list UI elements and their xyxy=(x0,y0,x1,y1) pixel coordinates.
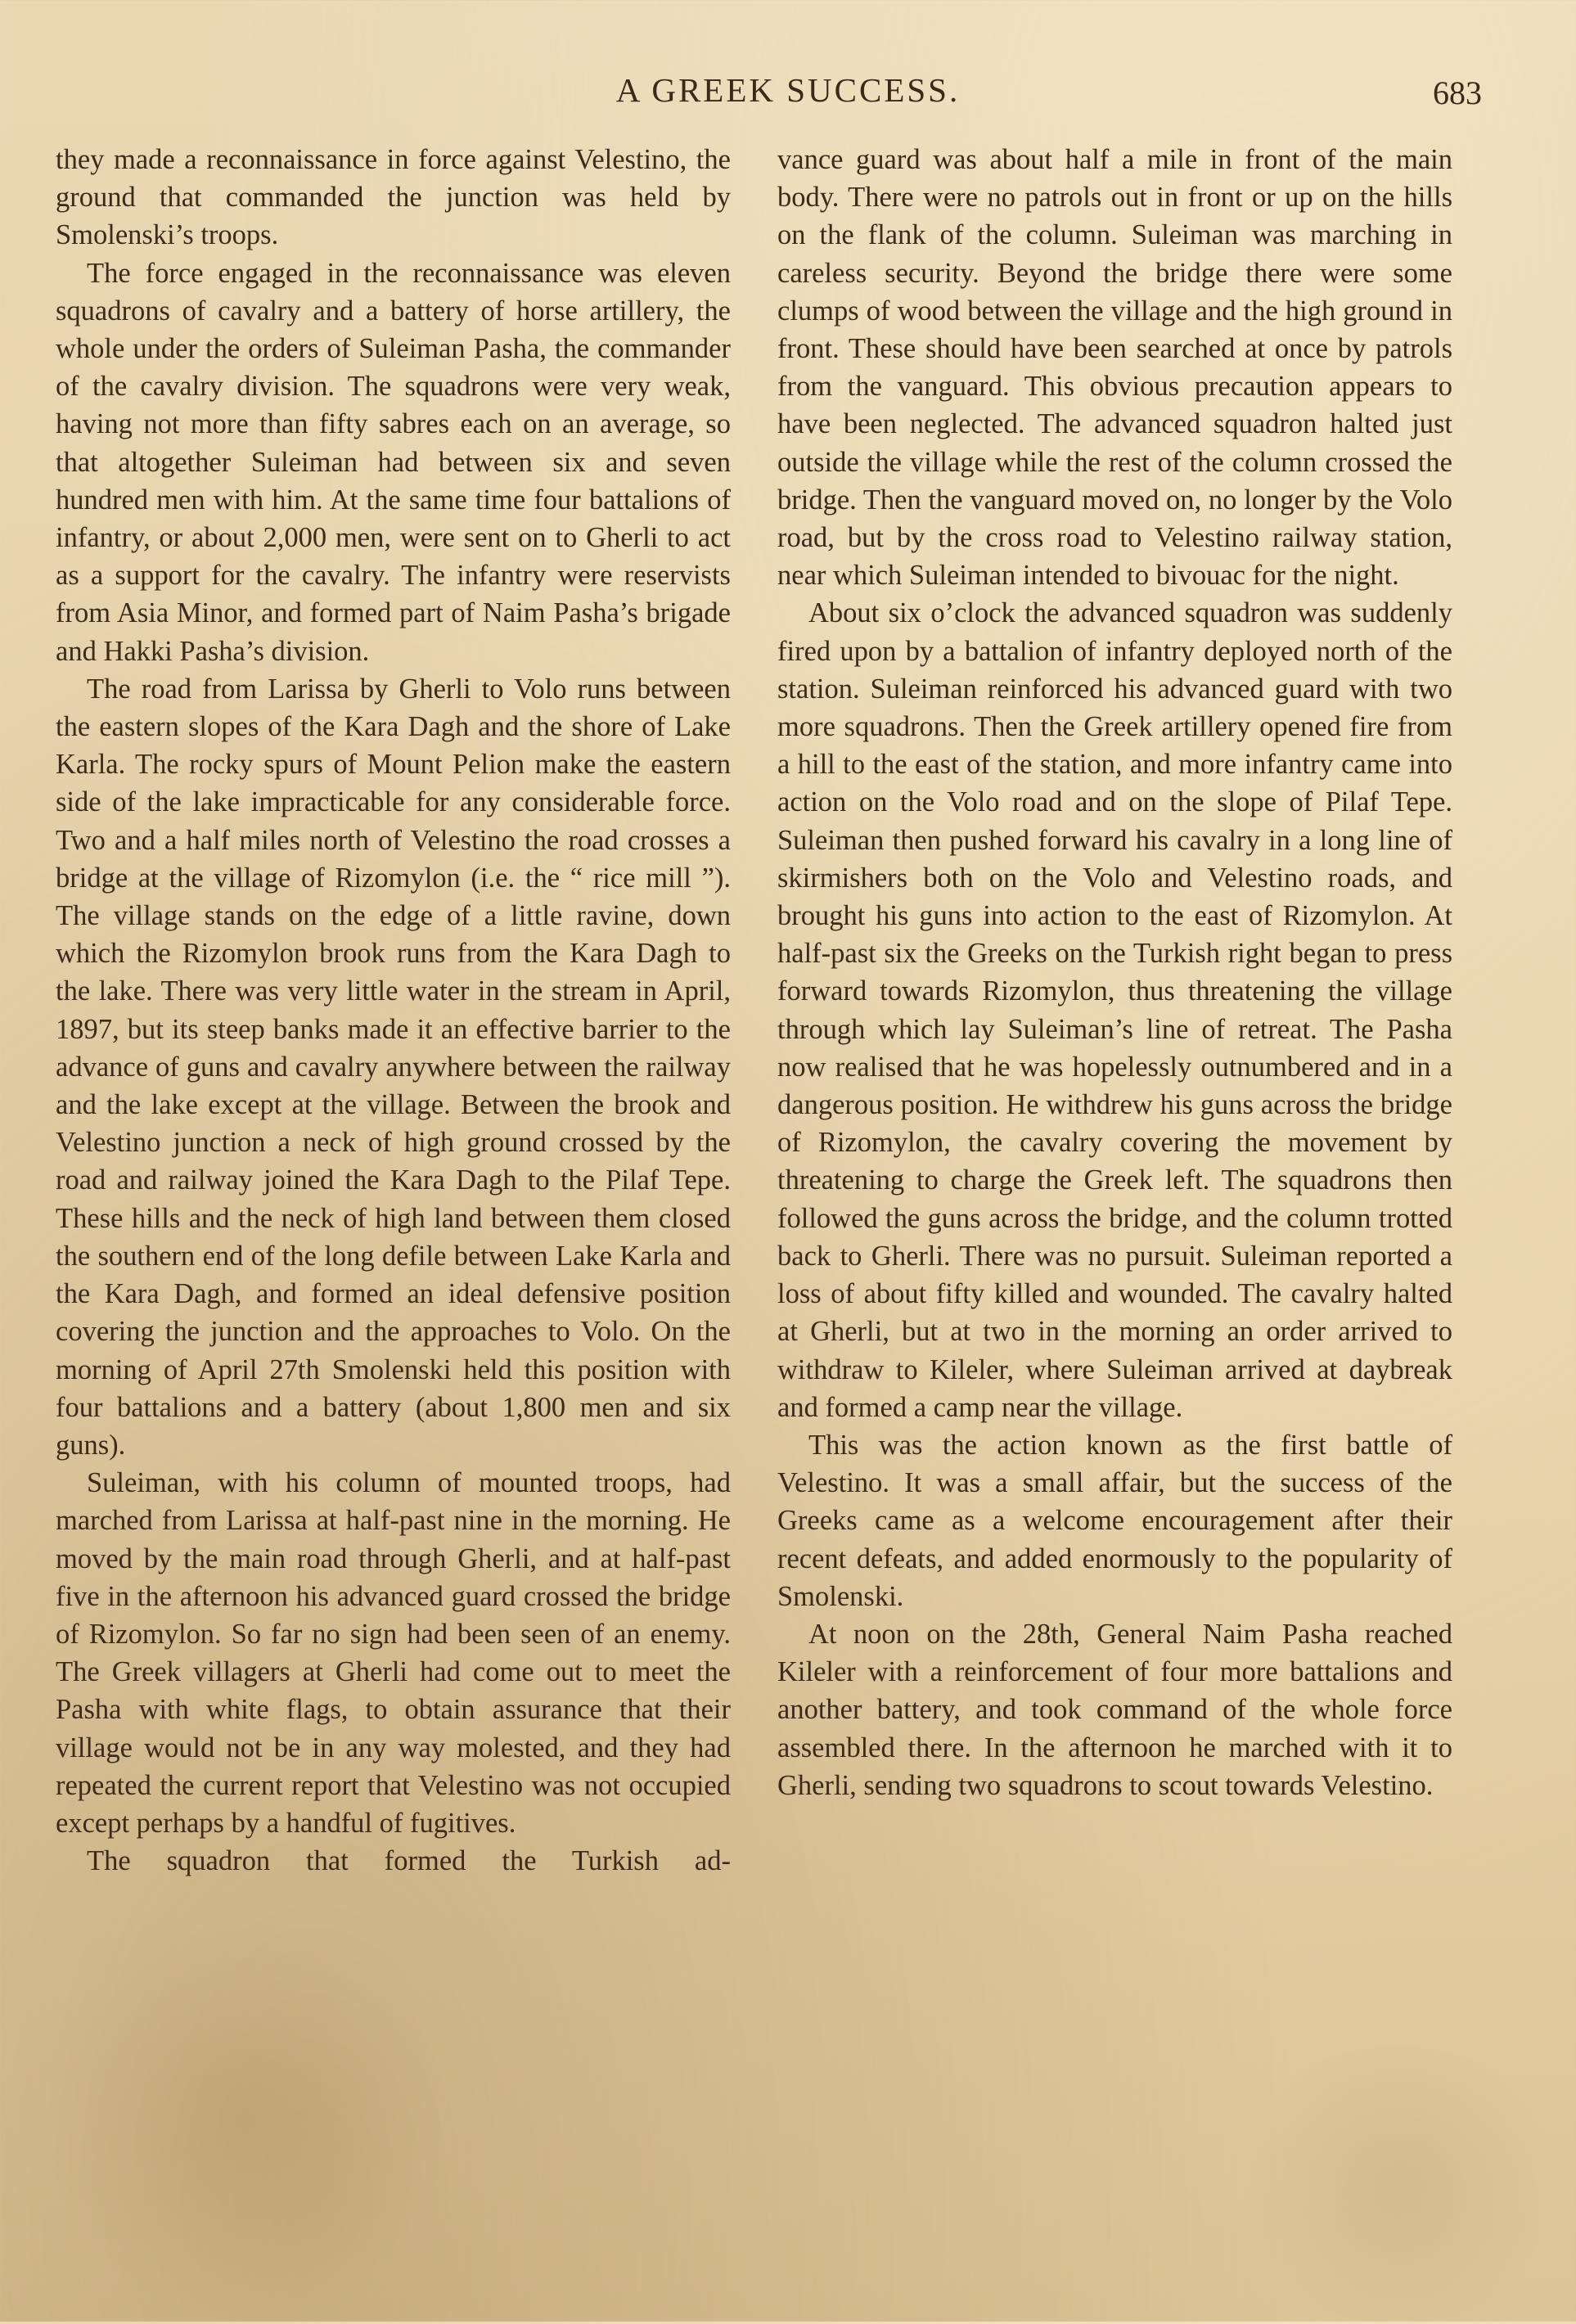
paragraph: The road from Larissa by Gherli to Volo runs between the eastern slopes of the Kara Dagh and the shore of Lake Karla. The rocky spurs of Mount Pelion make the eastern side of the lake impracticable for any considerable force. Two and a half miles north of Velestino the road crosses a bridge at the village of Rizomylon (i.e. the “ rice mill ”). The village stands on the edge of a little ravine, down which the Rizomylon brook runs from the Kara Dagh to the lake. There was very little water in the stream in April, 1897, but its steep banks made it an effective barrier to the advance of guns and cavalry anywhere between the railway and the lake except at the village. Between the brook and Velestino junction a neck of high ground crossed by the road and railway joined the Kara Dagh to the Pilaf Tepe. These hills and the neck of high land between them closed the southern end of the long defile between Lake Karla and the Kara Dagh, and formed an ideal defensive position covering the junction and the approaches to Volo. On the morning of April 27th Smolenski held this position with four battalions and a battery (about 1,800 men and six guns). xyxy=(56,673,731,1461)
paper-stain xyxy=(1227,2046,1571,2324)
paragraph: they made a reconnaissance in force against Velestino, the ground that commanded the junction was held by Smolenski’s troops. xyxy=(56,144,731,251)
paragraph: At noon on the 28th, General Naim Pasha reached Kileler with a reinforcement of four more battalions and another battery, and took command of the whole force assembled there. In the afternoon he marched with it to Gherli, sending two squadrons to scout towards Velestino. xyxy=(777,1618,1452,1801)
running-title: A GREEK SUCCESS. xyxy=(615,71,961,109)
paragraph: vance guard was about half a mile in front of the main body. There were no patrols out in front or up on the hills on the flank of the column. Suleiman was marching in careless security. Beyond the bridge there were some clumps of wood between the village and the high ground in front. These should have been searched at once by patrols from the vanguard. This obvious precaution appears to have been neglected. The advanced squadron halted just outside the village while the rest of the column crossed the bridge. Then the vanguard moved on, no longer by the Volo road, but by the cross road to Velestino railway station, near which Suleiman intended to bivouac for the night. xyxy=(777,144,1452,592)
right-column xyxy=(777,141,1452,1804)
paragraph: This was the action known as the first battle of Velestino. It was a small affair, but the success of the Greeks came as a welcome encouragement after their recent defeats, and added enormously to the popularity of Smolenski. xyxy=(777,1429,1452,1612)
paragraph: About six o’clock the advanced squadron was suddenly fired upon by a battalion of infantry deployed north of the station. Suleiman reinforced his advanced guard with two more squadrons. Then the Greek artillery opened fire from a hill to the east of the station, and more infantry came into action on the Volo road and on the slope of Pilaf Tepe. Suleiman then pushed forward his cavalry in a long line of skirmishers both on the Volo and Velestino roads, and brought his guns into action to the east of Rizomylon. At half-past six the Greeks on the Turkish right began to press forward towards Rizomylon, thus threatening the village through which lay Suleiman’s line of retreat. The Pasha now realised that he was hopelessly outnumbered and in a dangerous position. He withdrew his guns across the bridge of Rizomylon, the cavalry covering the movement by threatening to charge the Greek left. The squadrons then followed the guns across the bridge, and the column trotted back to Gherli. There was no pursuit. Suleiman reported a loss of about fifty killed and wounded. The cavalry halted at Gherli, but at two in the morning an order arrived to withdraw to Kileler, where Suleiman arrived at daybreak and formed a camp near the village. xyxy=(777,597,1452,1423)
left-column xyxy=(56,141,731,1880)
paragraph: Suleiman, with his column of mounted troops, had marched from Larissa at half-past nine in the morning. He moved by the main road through Gherli, and at half-past five in the afternoon his advanced guard crossed the bridge of Rizomylon. So far no sign had been seen of an enemy. The Greek villagers at Gherli had come out to meet the Pasha with white flags, to obtain assurance that their village would not be in any way molested, and they had repeated the current report that Velestino was not occupied except perhaps by a handful of fugitives. xyxy=(56,1467,731,1839)
paragraph: The force engaged in the reconnaissance was eleven squadrons of cavalry and a battery of horse artillery, the whole under the orders of Suleiman Pasha, the commander of the cavalry division. The squadrons were very weak, having not more than fifty sabres each on an average, so that altogether Suleiman had between six and seven hundred men with him. At the same time four battalions of infantry, or about 2,000 men, were sent on to Gherli to act as a support for the cavalry. The infantry were reservists from Asia Minor, and formed part of Naim Pasha’s brigade and Hakki Pasha’s division. xyxy=(56,257,731,667)
page-number: 683 xyxy=(1433,74,1482,111)
paragraph: The squadron that formed the Turkish ad- xyxy=(87,1845,731,1877)
page-header xyxy=(49,70,1527,119)
paper-stain xyxy=(33,1923,458,2316)
